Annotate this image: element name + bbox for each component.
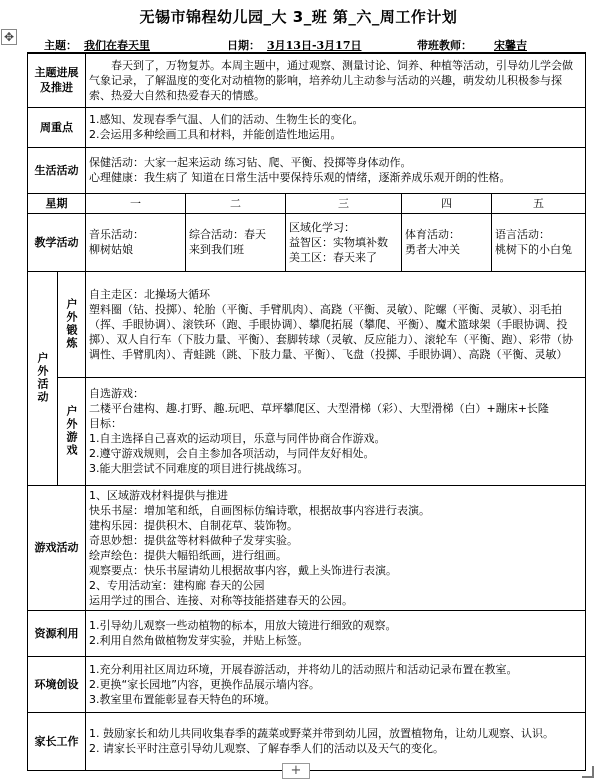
row-environment bbox=[28, 656, 586, 712]
weekday-5: 五 bbox=[492, 193, 586, 213]
life-item: 心理健康：我生病了 知道在日常生活中要保持乐观的情绪，逐渐养成乐观开朗的性格。 bbox=[89, 171, 511, 184]
weekday-2: 二 bbox=[186, 193, 286, 213]
date-label: 日期： bbox=[227, 39, 260, 52]
games-text: 1、区域游戏材料提供与推进 快乐书屋：增加笔和纸，自画图标仿编诗歌，根据故事内容进行表演。 建构乐园：提供积木、自制花草、装饰物。 奇思妙想：提供盆等材料做种子发芽实验。 绘声绘色：提供大幅铅纸画，进行组画。 观察要点：快乐书屋请幼儿根据故事内容，戴上头饰进行表演。 2、专用活动室：建构廊 春天的公园 运用学过的围合、连接、对称等技能搭建春天的公园。 bbox=[86, 485, 586, 610]
row-resources bbox=[28, 610, 586, 656]
weekday-3: 三 bbox=[286, 193, 402, 213]
row-outdoor-exercise bbox=[28, 271, 586, 377]
environment-text: 1.充分利用社区周边环境，开展春游活动，并将幼儿的活动照片和活动记录布置在教室。 2.更换“家长园地”内容，更换作品展示墙内容。 3.教室里布置能彰显春天特色的环境。 bbox=[86, 656, 586, 712]
resources-text: 1.引导幼儿观察一些动植物的标本，用放大镜进行细致的观察。 2.利用自然角做植物发芽实验，并贴上标签。 bbox=[86, 610, 586, 656]
theme-progress-label: 主题进展及推进 bbox=[28, 53, 86, 107]
outdoor-games-text: 自选游戏： 二楼平台建构、趣.打野、趣.玩吧、草坪攀爬区、大型滑梯（彩）、大型滑梯（白）+蹦床+长隆 目标： 1.自主选择自己喜欢的运动项目，乐意与同伴协商合作游戏。 2.遵守游戏规则，会自主参加各项活动，与同伴友好相处。 3.能大胆尝试不同难度的项目进行挑战练习。 bbox=[86, 377, 586, 485]
table-move-handle-icon[interactable]: ✥ bbox=[1, 29, 17, 45]
weekly-plan-table bbox=[27, 52, 586, 771]
resources-label: 资源利用 bbox=[28, 610, 86, 656]
weekday-4: 四 bbox=[402, 193, 492, 213]
environment-label: 环境创设 bbox=[28, 656, 86, 712]
weekday-1: 一 bbox=[86, 193, 186, 213]
document-title: 无锡市锦程幼儿园_大 3_班 第_六_周工作计划 bbox=[139, 8, 458, 26]
parents-text: 1. 鼓励家长和幼儿共同收集春季的蔬菜或野菜并带到幼儿园，放置植物角，让幼儿观察、认识。 2. 请家长平时注意引导幼儿观察、了解春季人们的活动以及天气的变化。 bbox=[86, 712, 586, 770]
outdoor-exercise-text: 自主走区：北操场大循环 塑料圈（钻、投掷）、轮胎（平衡、手臂肌肉）、高跷（平衡、灵敏）、陀螺（平衡、灵敏）、羽毛拍（挥、手眼协调）、滚铁环（跑、手眼协调）、攀爬拓展（攀爬、平衡）、魔术篮球架（手眼协调、投掷）、双人自行车（下肢力量、平衡）、套脚转球（灵敏、反应能力）、滚轮车（平衡、跑）、彩带（协调性、手臂肌肉）、青蛙跳（跳、下肢力量、平衡）、飞盘（投掷、手眼协调）、高跷（平衡、灵敏） bbox=[86, 271, 586, 377]
row-parents bbox=[28, 712, 586, 770]
row-games bbox=[28, 485, 586, 610]
focus-item: 1.感知、发现春季气温、人们的活动、生物生长的变化。 bbox=[89, 113, 364, 126]
outdoor-games-label: 户外游戏 bbox=[58, 377, 86, 485]
parents-label: 家长工作 bbox=[28, 712, 86, 770]
date-value: 3月13日-3月17日 bbox=[267, 39, 362, 52]
theme-value: 我们在春天里 bbox=[84, 39, 150, 52]
focus-item: 2.会运用多种绘画工具和材料，并能创造性地运用。 bbox=[89, 128, 342, 141]
teaching-cell-thu: 体育活动： 勇者大冲关 bbox=[402, 213, 492, 271]
teaching-cell-fri: 语言活动： 桃树下的小白兔 bbox=[492, 213, 586, 271]
resize-handle-icon[interactable] bbox=[582, 766, 594, 778]
focus-label: 周重点 bbox=[28, 107, 86, 147]
row-outdoor-games bbox=[28, 377, 586, 485]
life-label: 生活活动 bbox=[28, 147, 86, 193]
focus-text bbox=[86, 107, 586, 147]
life-item: 保健活动：大家一起来运动 练习钻、爬、平衡、投掷等身体动作。 bbox=[89, 156, 412, 169]
row-teaching bbox=[28, 213, 586, 271]
games-label: 游戏活动 bbox=[28, 485, 86, 610]
row-focus bbox=[28, 107, 586, 147]
row-weekdays bbox=[28, 193, 586, 213]
theme-progress-text: 春天到了，万物复苏。本周主题中，通过观察、测量讨论、饲养、种植等活动，引导幼儿学会做气象记录，了解温度的变化对动植物的影响，培养幼儿主动参与活动的兴趣，萌发幼儿积极参与探索、热爱大自然和热爱春天的情感。 bbox=[86, 53, 586, 107]
life-text bbox=[86, 147, 586, 193]
teaching-label: 教学活动 bbox=[28, 213, 86, 271]
teaching-cell-mon: 音乐活动： 柳树姑娘 bbox=[86, 213, 186, 271]
outdoor-exercise-label: 户外锻炼 bbox=[58, 271, 86, 377]
teaching-cell-wed: 区域化学习： 益智区：实物填补数 美工区：春天来了 bbox=[286, 213, 402, 271]
teaching-cell-tue: 综合活动：春天 来到我们班 bbox=[186, 213, 286, 271]
row-life bbox=[28, 147, 586, 193]
weekday-label: 星期 bbox=[28, 193, 86, 213]
teacher-value: 宋馨吉 bbox=[494, 39, 527, 52]
add-row-plus-icon[interactable]: + bbox=[282, 763, 310, 779]
row-theme-progress bbox=[28, 53, 586, 107]
teacher-label: 带班教师： bbox=[417, 39, 472, 52]
outdoor-label: 户外活动 bbox=[28, 271, 58, 485]
theme-label: 主题： bbox=[44, 39, 77, 52]
